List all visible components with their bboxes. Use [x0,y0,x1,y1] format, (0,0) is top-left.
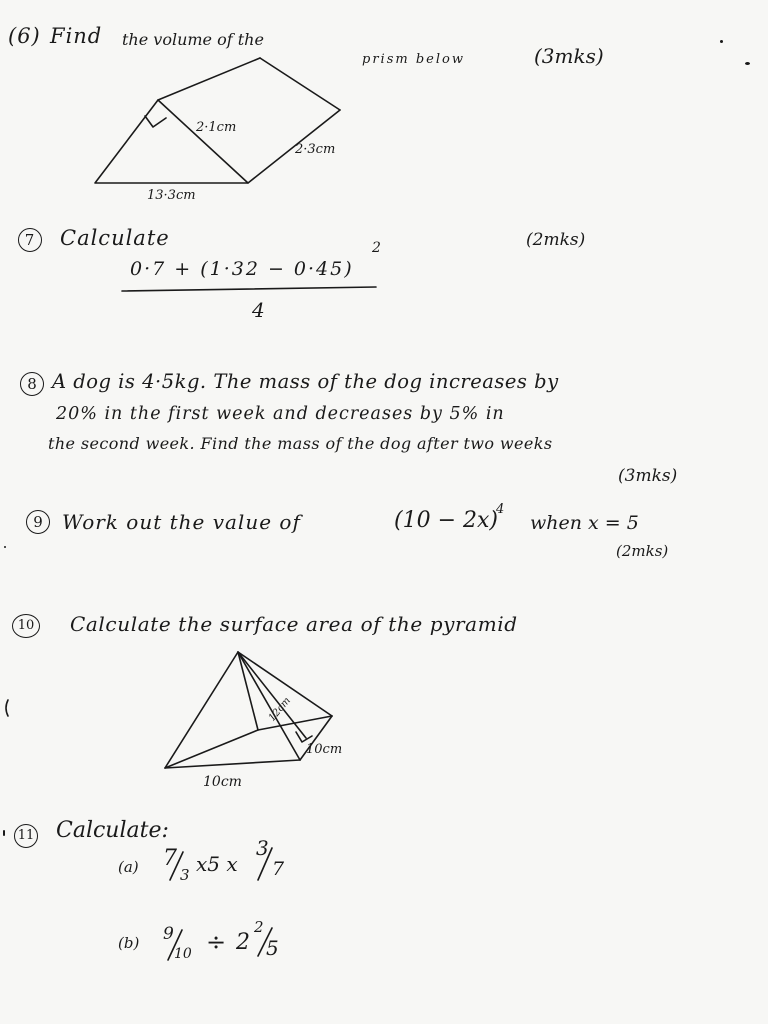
q6-label-length: 2·3cm [295,142,336,157]
q11a-den2: 7 [272,858,285,880]
q11b-den1: 10 [174,946,192,962]
q6-volume-text: the volume of the [122,30,264,49]
q10-text: Calculate the surface area of the pyramid [70,612,518,636]
q11b-whole: 2 [236,930,250,955]
margin-tick [0,0,20,740]
q9-text: Work out the value of [62,510,301,534]
q7-number: 7 [18,226,42,252]
q7-denominator: 4 [252,298,265,322]
q11b-divide: ÷ [206,928,227,956]
q9-marks: (2mks) [616,542,669,560]
q9-condition: when x = 5 [530,512,639,534]
q11b-num2: 2 [254,918,264,936]
q8-line-2: 20% in the first week and decreases by 5% in [56,404,505,424]
q6-number: (6) [8,24,41,48]
q7-exponent: 2 [372,240,381,256]
q6-prism-below: prism below [362,52,465,67]
q8-line-3: the second week. Find the mass of the dog after two weeks [48,434,553,453]
q11a-num2: 3 [256,836,269,860]
q11a-label: (a) [118,858,139,876]
q8-number: 8 [20,372,44,396]
q6-marks: (3mks) [534,44,604,68]
q11b-den2: 5 [266,936,279,960]
q9-exponent: 4 [496,502,505,517]
q11-number: 11 [14,824,38,848]
q10-label-base: 10cm [203,774,242,790]
q11-text: Calculate: [56,818,169,843]
q8-marks: (3mks) [618,466,678,486]
q6-label-height: 2·1cm [196,120,237,135]
q11a-num1: 7 [163,846,177,871]
q10-number: 10 [12,614,40,638]
q8-line-1: A dog is 4·5kg. The mass of the dog increases by [52,370,559,393]
q9-number: 9 [26,510,50,534]
q11b-label: (b) [118,934,140,952]
q10-label-slant: 12cm [266,695,294,724]
q7-numerator: 0·7 + (1·32 − 0·45) [130,258,354,280]
q9-expression: (10 − 2x) [394,508,498,533]
q10-label-side: 10cm [306,742,343,757]
q7-marks: (2mks) [526,230,586,250]
q11b-num1: 9 [163,924,174,944]
q7-calculate: Calculate [60,226,170,250]
q6-label-base: 13·3cm [147,188,196,203]
q11a-den1: 3 [180,866,190,884]
q11a-middle: x5 x [196,852,238,876]
q6-find: Find [50,24,103,48]
